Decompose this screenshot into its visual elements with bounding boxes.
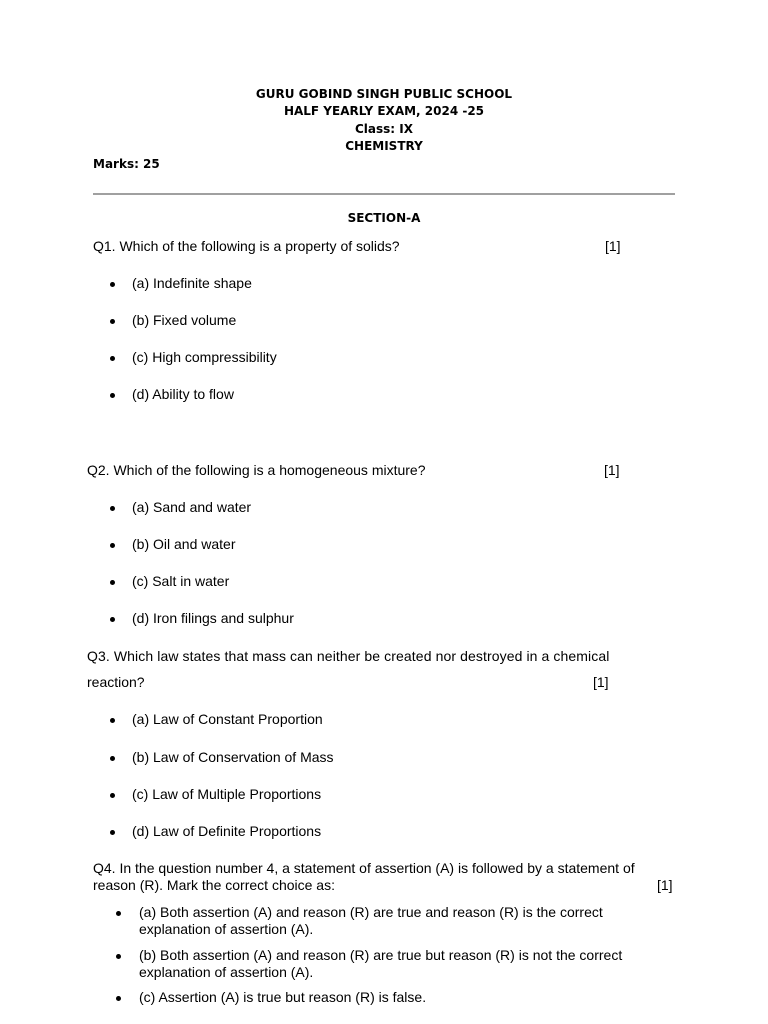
question-3-text-line-1: Q3. Which law states that mass can neither be created nor destroyed in a chemical: [87, 648, 610, 664]
question-4-option-c: (c) Assertion (A) is true but reason (R) is false.: [139, 989, 427, 1005]
question-3-option-a: (a) Law of Constant Proportion: [132, 711, 323, 727]
question-2-option-b: (b) Oil and water: [132, 536, 236, 552]
bullet: [110, 617, 115, 622]
exam-title: HALF YEARLY EXAM, 2024 -25: [283, 104, 485, 118]
total-marks: Marks: 25: [93, 157, 160, 171]
question-1-text: Q1. Which of the following is a property of solids?: [93, 238, 400, 254]
question-2-marks: [1]: [604, 462, 620, 478]
bullet: [110, 793, 115, 798]
question-3-option-b: (b) Law of Conservation of Mass: [132, 749, 334, 765]
bullet: [110, 356, 115, 361]
question-4-text-line-2: reason (R). Mark the correct choice as:: [93, 877, 335, 893]
bullet: [110, 282, 115, 287]
question-3-marks: [1]: [593, 674, 609, 690]
bullet: [110, 506, 115, 511]
question-4-option-b-line-1: (b) Both assertion (A) and reason (R) are true but reason (R) is not the correct: [139, 947, 623, 963]
bullet: [110, 580, 115, 585]
question-1-option-c: (c) High compressibility: [132, 349, 277, 365]
bullet: [110, 830, 115, 835]
question-2-option-c: (c) Salt in water: [132, 573, 230, 589]
question-4-option-a-line-2: explanation of assertion (A).: [139, 921, 314, 937]
question-1-option-d: (d) Ability to flow: [132, 386, 234, 402]
subject-label: CHEMISTRY: [345, 139, 423, 153]
section-title: SECTION-A: [347, 211, 421, 225]
bullet: [110, 718, 115, 723]
question-2-option-d: (d) Iron filings and sulphur: [132, 610, 294, 626]
question-1-option-a: (a) Indefinite shape: [132, 275, 252, 291]
question-2-text: Q2. Which of the following is a homogeneous mixture?: [87, 462, 426, 478]
question-3-option-d: (d) Law of Definite Proportions: [132, 823, 322, 839]
bullet: [110, 393, 115, 398]
school-name: GURU GOBIND SINGH PUBLIC SCHOOL: [255, 87, 513, 101]
bullet: [116, 911, 121, 916]
bullet: [116, 996, 121, 1001]
question-3-text-line-2: reaction?: [87, 674, 145, 690]
question-1-option-b: (b) Fixed volume: [132, 312, 237, 328]
question-1-marks: [1]: [605, 238, 621, 254]
bullet: [110, 543, 115, 548]
question-4-text-line-1: Q4. In the question number 4, a statement of assertion (A) is followed by a statement of: [93, 860, 635, 876]
question-4-marks: [1]: [657, 877, 673, 893]
question-2-option-a: (a) Sand and water: [132, 499, 252, 515]
bullet: [116, 954, 121, 959]
bullet: [110, 756, 115, 761]
question-3-option-c: (c) Law of Multiple Proportions: [132, 786, 322, 802]
class-label: Class: IX: [355, 122, 413, 136]
header-divider: [93, 193, 675, 195]
bullet: [110, 319, 115, 324]
question-4-option-b-line-2: explanation of assertion (A).: [139, 964, 314, 980]
question-4-option-a-line-1: (a) Both assertion (A) and reason (R) are true and reason (R) is the correct: [139, 904, 603, 920]
